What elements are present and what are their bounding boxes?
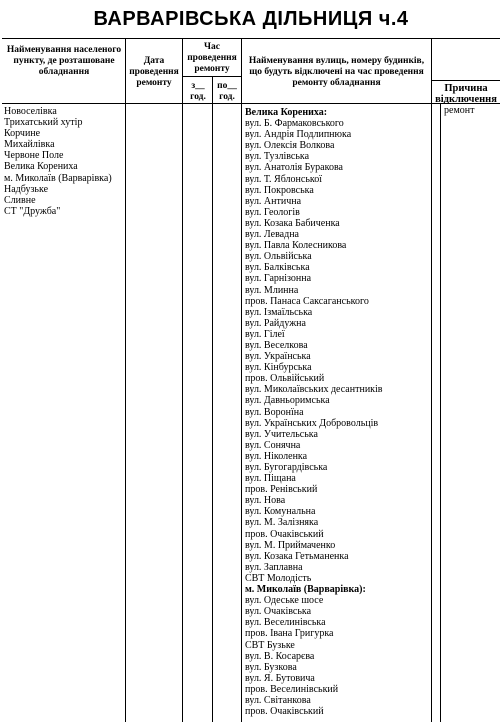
street-item: вул. Давньоримська: [245, 395, 330, 407]
street-item: вул. Я. Бутовича: [245, 672, 315, 684]
settlement-item: Надбузьке: [4, 183, 49, 195]
street-item: вул. Ізмаїльська: [245, 306, 313, 318]
header-time-to: по__ год.: [217, 81, 237, 102]
street-item: вул. Учительська: [245, 428, 318, 440]
settlement-item: Трихатський хутір: [4, 117, 83, 129]
street-group-heading: м. Миколаїв (Варварівка):: [245, 584, 366, 596]
street-item: вул. Млинна: [245, 284, 299, 296]
settlement-item: Сливне: [4, 194, 36, 206]
street-item: СВТ Молодість: [245, 572, 312, 584]
settlement-item: Новоселівка: [4, 106, 57, 117]
street-item: вул. Балківська: [245, 262, 310, 274]
header-date: Дата проведення ремонту: [129, 56, 179, 88]
street-item: вул. Козака Бабиченка: [245, 217, 340, 229]
street-item: пров. Івана Григурка: [245, 628, 334, 640]
street-item: вул. Кінбурська: [245, 362, 312, 374]
street-item: вул. М. Залізняка: [245, 517, 319, 529]
street-item: вул. Тузлівська: [245, 151, 310, 163]
settlement-item: м. Миколаїв (Варварівка): [4, 172, 112, 184]
street-item: вул. Очаківська: [245, 606, 312, 618]
header-settlement: Найменування населеного пункту, де розташоване обладнання: [6, 45, 122, 77]
street-item: вул. Гарнізонна: [245, 273, 312, 285]
street-item: вул. Ольвійська: [245, 251, 312, 263]
street-item: вул. Українських Добровольців: [245, 417, 379, 429]
street-item: пров. Очаківський: [245, 528, 324, 540]
street-item: вул. Бугогардівська: [245, 462, 328, 473]
col-border-2: [182, 38, 183, 722]
street-item: пров. Ренівський: [245, 484, 318, 496]
street-item: вул. Левадна: [245, 229, 299, 241]
settlement-item: Михайлівка: [4, 139, 55, 151]
street-item: вул. Райдужна: [245, 317, 306, 329]
street-item: вул. Піщана: [245, 473, 296, 485]
street-item: СВТ Бузьке: [245, 639, 295, 651]
col-border-4: [241, 38, 242, 722]
reason-header-top-border: [431, 80, 500, 81]
street-item: вул. Ніколенка: [245, 450, 308, 462]
street-item: вул. Геологів: [245, 206, 300, 218]
street-item: вул. Веселинівська: [245, 617, 326, 629]
street-item: вул. Сонячна: [245, 439, 301, 451]
header-reason: Причина відключення: [435, 83, 497, 105]
street-item: вул. Веселкова: [245, 339, 308, 351]
street-item: вул. Комунальна: [245, 506, 316, 518]
col-border-5: [431, 38, 432, 722]
street-item: пров. Ольвійський: [245, 373, 325, 385]
street-item: вул. Козака Гетьманенка: [245, 550, 349, 562]
street-item: вул. Б. Фармаковського: [245, 118, 344, 130]
col-border-6: [440, 103, 441, 722]
street-item: вул. Покровська: [245, 184, 314, 196]
street-list: [245, 107, 383, 717]
street-item: вул. Одеське шосе: [245, 595, 324, 607]
street-item: вул. Миколаївських десантників: [245, 384, 383, 396]
street-item: вул. М. Приймаченко: [245, 539, 336, 551]
street-item: вул. Павла Колесникова: [245, 240, 347, 252]
col-border-3: [212, 77, 213, 722]
settlement-item: Велика Корениха: [4, 161, 78, 173]
street-item: вул. Антична: [245, 195, 302, 207]
street-item: вул. Андрія Подлипнюка: [245, 129, 352, 141]
table-top-border: [2, 38, 500, 39]
street-item: вул. Т. Яблонської: [245, 173, 323, 185]
page-title: ВАРВАРІВСЬКА ДІЛЬНИЦЯ ч.4: [93, 8, 409, 30]
col-border-1: [125, 38, 126, 722]
street-item: вул. В. Косарєва: [245, 650, 315, 662]
street-item: пров. Панаса Саксаганського: [245, 295, 369, 307]
header-time-from: з__ год.: [190, 81, 206, 102]
street-item: вул. Українська: [245, 351, 311, 363]
street-item: пров. Веселинівський: [245, 683, 339, 695]
header-time: Час проведення ремонту: [187, 42, 237, 74]
street-item: вул. Бузкова: [245, 661, 297, 673]
street-item: вул. Воронїна: [245, 406, 304, 418]
settlement-list: [4, 106, 112, 217]
street-item: вул. Олексія Волкова: [245, 140, 335, 152]
street-item: вул. Світанкова: [245, 694, 311, 706]
street-item: вул. Нова: [245, 495, 286, 507]
settlement-item: Корчине: [4, 128, 41, 140]
street-item: пров. Очаківський: [245, 706, 324, 718]
street-item: вул. Заплавна: [245, 561, 303, 573]
reason-cell: ремонт: [444, 105, 475, 116]
street-item: вул. Гілеї: [245, 328, 285, 340]
settlement-item: Червоне Поле: [4, 150, 64, 162]
header-bottom-border: [2, 103, 500, 104]
header-streets: Найменування вулиць, номеру будинків, що будуть відключені на час проведення ремонту обладнання: [248, 56, 425, 88]
settlement-item: СТ "Дружба": [4, 205, 61, 217]
street-group-heading: Велика Корениха:: [245, 107, 328, 118]
street-item: вул. Анатолія Буракова: [245, 162, 343, 174]
